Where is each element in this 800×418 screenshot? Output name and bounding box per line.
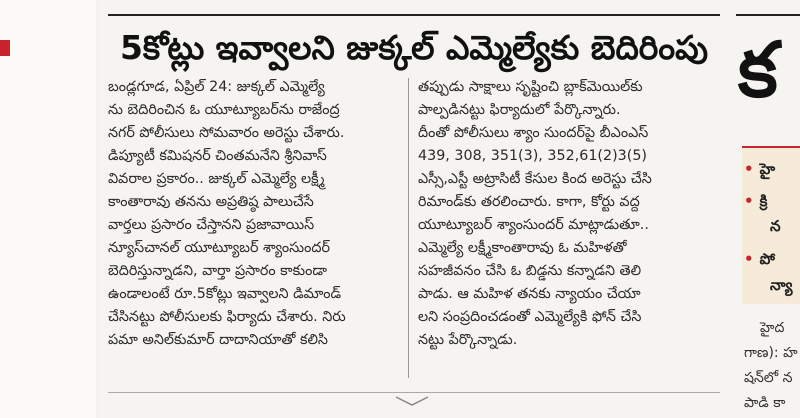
adjacent-top-rule <box>736 14 800 16</box>
column-1-line: కాంతారావు తనను అప్రతిష్ఠ పాలుచేసే <box>108 194 314 210</box>
column-1-line: బండ్లగూడ, ఏప్రిల్ 24: జుక్కల్ ఎమ్మెల్యే <box>108 79 325 95</box>
column-2-line: రిమాండ్‌కు తరలించారు. కాగా, కోర్టు వద్ద <box>418 194 640 210</box>
column-2-line: పాడు. ఆ మహిళ తనకు న్యాయం చేయా <box>418 286 641 302</box>
adjacent-body-line: పాడి కా <box>744 395 786 411</box>
column-1-line: చేసినట్టు పోలీసులకు ఫిర్యాదు చేశారు. నిరు <box>108 309 346 325</box>
column-2-line: లని సంప్రదించడంతో ఎమ్మెల్యేకి ఫోన్ చేసి <box>418 309 642 325</box>
bottom-rule <box>108 392 720 393</box>
column-1-line: ను బెదిరించిన ఓ యూట్యూబర్‌ను రాజేంద్ర <box>108 102 340 118</box>
highlight-item-continued: న <box>770 217 781 235</box>
column-2-line: ఎమ్మెల్యే లక్ష్మీకాంతారావు ఓ మహిళతో <box>418 240 627 256</box>
column-1-line: బెదిరిస్తున్నాడని, వార్తా ప్రసారం కాకుండా <box>108 263 327 279</box>
column-1-line: న్యూస్‌చానల్ యూట్యూబర్ శ్యాంసుందర్ <box>108 240 330 256</box>
bullet-icon: • <box>744 160 754 178</box>
column-2-line: పాల్పడినట్టు ఫిర్యాదులో పేర్కొన్నారు. <box>418 102 621 118</box>
column-2-line: సహజీవనం చేసి ఓ బిడ్డను కన్నాడని తెలి <box>418 263 642 279</box>
column-1-line: నగర్ పోలీసులు సోమవారం అరెస్టు చేశారు. <box>108 125 345 141</box>
article-column-1 <box>108 76 400 352</box>
column-2-line: ఎస్సీ,ఎస్టీ అట్రాసిటీ కేసుల కింద అరెస్టు చేసి <box>418 171 652 187</box>
highlight-item: • క్రి <box>744 192 768 210</box>
adjacent-body-line: హైద <box>760 320 785 336</box>
bullet-icon: • <box>744 250 754 268</box>
column-1-line: వార్తలు ప్రసారం చేస్తానని ప్రజావాయిస్ <box>108 217 315 233</box>
column-2-line: నట్టు పేర్కొన్నాడు. <box>418 332 518 348</box>
top-rule <box>108 14 720 16</box>
adjacent-body-line: షన్‌లో న <box>744 370 793 386</box>
column-2-line: తప్పుడు సాక్షాలు సృష్టించి బ్లాక్‌మెయిల్‌కు <box>418 79 643 95</box>
column-1-line: డిప్యూటీ కమిషనర్ చింతమనేని శ్రీనివాస్ <box>108 148 327 164</box>
chevron-down-icon <box>392 394 432 408</box>
red-edge-mark <box>0 40 10 56</box>
column-1-line: వివరాల ప్రకారం.. జుక్కల్ ఎమ్మెల్యే లక్ష్మీ <box>108 171 325 187</box>
highlight-item: • పో <box>744 250 775 268</box>
article-headline: 5కోట్లు ఇవ్వాలని జుక్కల్ ఎమ్మెల్యేకు బెదిరింపు <box>119 28 709 67</box>
adjacent-body-line: గాణ): హ <box>744 345 798 361</box>
highlight-item-continued: న్యా <box>770 276 793 294</box>
bullet-icon: • <box>744 192 754 210</box>
left-page-margin <box>0 0 96 418</box>
column-divider <box>408 78 409 378</box>
column-2-line: యూట్యూబర్ శ్యాంసుందర్ మాట్లాడుతూ.. <box>418 217 649 233</box>
highlight-item: • హై <box>744 160 776 178</box>
column-1-line: ఉండాలంటే రూ.5కోట్లు ఇవ్వాలని డిమాండ్ <box>108 286 342 302</box>
column-1-line: పమా అనిల్‌కుమార్ దాదానియాతో కలిసి <box>108 332 328 348</box>
adjacent-headline: క <box>738 25 778 114</box>
article-column-2 <box>418 76 710 352</box>
column-2-line: 439, 308, 351(3), 352,61(2)3(5) <box>418 148 648 164</box>
column-2-line: దీంతో పోలీసులు శ్యాం సుందర్‌పై బీఎంఎస్ <box>418 125 649 141</box>
